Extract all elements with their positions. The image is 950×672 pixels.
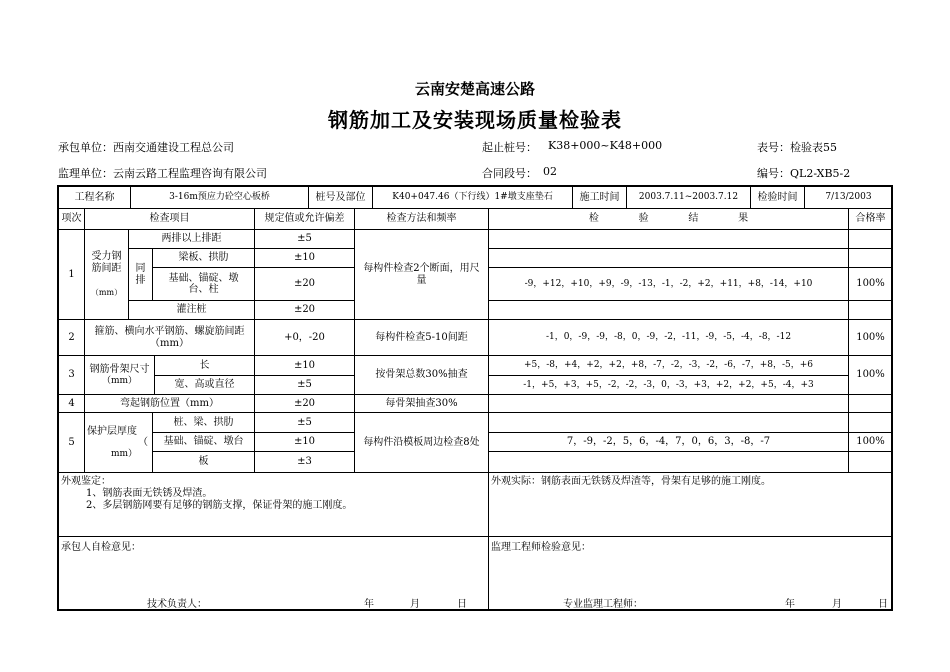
row1-result-blank-b: [488, 248, 848, 267]
construction-time-label: 施工时间: [572, 186, 626, 208]
row1-sub-a: 两排以上排距: [128, 229, 254, 248]
row5-rate-blank-a: [848, 412, 892, 432]
row5-result-blank-c: [488, 451, 848, 472]
contract-value: 02: [543, 165, 557, 178]
row5-result: 7，-9，-2，5，6，-4，7，0，6，3，-8，-7: [488, 432, 848, 451]
row5-group-label: 保护层厚度: [87, 425, 137, 437]
row2-rate: 100%: [848, 319, 892, 355]
row5-tol-c: ±3: [254, 451, 354, 472]
col-result: [488, 208, 848, 229]
col-tolerance: 规定值或允许偏差: [254, 208, 354, 229]
row3-group-label: 钢筋骨架尺寸: [89, 364, 150, 376]
appearance-requirement-2: 2、多层钢筋网要有足够的钢筋支撑，保证骨架的施工刚度。: [86, 500, 353, 511]
project-name-label: 工程名称: [58, 186, 130, 208]
divider-signature: [58, 536, 892, 537]
engineer-year: 年: [785, 599, 795, 610]
engineer-opinion-label: 监理工程师检验意见：: [491, 542, 591, 553]
row1-group-label: 受力钢筋间距: [91, 251, 122, 274]
col-result-char: 果: [738, 213, 749, 225]
row3-sub-a: 长: [154, 355, 254, 375]
row2-item: 箍筋、横向水平钢筋、螺旋筋间距（mm）: [84, 319, 254, 355]
row4-item: 弯起钢筋位置（mm）: [84, 394, 254, 412]
row3-tol-a: ±10: [254, 355, 354, 375]
row1-rate-blank-b: [848, 248, 892, 267]
row5-sub-a: 桩、梁、拱肋: [152, 412, 254, 432]
row3-result-a: +5，-8，+4，+2，+2，+8，-7，-2，-3，-2，-6，-7，+8，-5，+6: [488, 355, 848, 375]
station-value: K38+000~K48+000: [548, 139, 663, 152]
row3-tol-b: ±5: [254, 375, 354, 394]
row1-no: 1: [58, 229, 84, 319]
page-title: 钢筋加工及安装现场质量检验表: [328, 108, 622, 132]
inspection-time-label: 检验时间: [750, 186, 804, 208]
row5-rate: 100%: [848, 432, 892, 451]
form-number: 表号：检验表55: [757, 141, 837, 154]
col-item: 检查项目: [84, 208, 254, 229]
row1-method: 每构件检查2个断面，用尺量: [354, 229, 488, 319]
row3-result-b: -1，+5，+3，+5，-2，-2，-3，0，-3，+3，+2，+2，+5，-4，+3: [488, 375, 848, 394]
contractor-label: 承包单位：西南交通建设工程总公司: [58, 141, 234, 154]
row1-sub-c: 基础、锚碇、墩台、柱: [152, 267, 254, 300]
row1-sub-b: 梁板、拱肋: [152, 248, 254, 267]
row1-result-blank-d: [488, 300, 848, 319]
col-result-char: 结: [688, 213, 699, 225]
row1-result: -9，+12，+10，+9，-9，-13，-1，-2，+2，+11，+8，-14，+10: [488, 267, 848, 300]
location-value: K40+047.46（下行线）1#墩支座垫石: [372, 186, 572, 208]
col-no: 项次: [58, 208, 84, 229]
row4-method: 每骨架抽查30%: [354, 394, 488, 412]
contractor-day: 日: [457, 599, 467, 610]
row3-method: 按骨架总数30%抽查: [354, 355, 488, 394]
col-result-char: 检: [588, 213, 599, 225]
row5-tol-a: ±5: [254, 412, 354, 432]
row2-tolerance: +0，-20: [254, 319, 354, 355]
tech-lead-label: 技术负责人：: [147, 599, 207, 610]
row5-group-unit-a: （: [138, 437, 148, 449]
appearance-requirement-title: 外观鉴定：: [61, 476, 111, 487]
construction-time-value: 2003.7.11~2003.7.12: [626, 186, 750, 208]
row4-rate: [848, 394, 892, 412]
row4-result: [488, 394, 848, 412]
inspection-time-value: 7/13/2003: [804, 186, 892, 208]
row5-sub-c: 板: [152, 451, 254, 472]
row3-group: [84, 355, 154, 394]
row4-no: 4: [58, 394, 84, 412]
row3-no: 3: [58, 355, 84, 394]
row1-group-unit: （mm）: [90, 288, 123, 298]
appearance-actual: 外观实际：钢筋表面无铁锈及焊渣等，骨架有足够的施工刚度。: [491, 476, 771, 487]
col-method: 检查方法和频率: [354, 208, 488, 229]
row2-method: 每构件检查5-10间距: [354, 319, 488, 355]
engineer-month: 月: [832, 599, 842, 610]
row1-group: [84, 229, 128, 319]
appearance-requirement-1: 1、钢筋表面无铁锈及焊渣。: [86, 488, 213, 499]
row3-group-unit: （mm）: [101, 375, 138, 386]
station-label: 起止桩号：: [482, 141, 537, 154]
col-pass-rate: 合格率: [848, 208, 892, 229]
row1-sub-d: 灌注桩: [128, 300, 254, 319]
engineer-day: 日: [878, 599, 888, 610]
row1-rate: 100%: [848, 267, 892, 300]
location-label: 桩号及部位: [308, 186, 372, 208]
row3-rate: 100%: [848, 355, 892, 394]
project-name: 云南安楚高速公路: [414, 80, 535, 98]
row5-sub-b: 基础、锚碇、墩台: [152, 432, 254, 451]
col-result-char: 验: [638, 213, 649, 225]
row5-method: 每构件沿模板周边检查8处: [354, 412, 488, 472]
row3-sub-b: 宽、高或直径: [154, 375, 254, 394]
row5-group-unit-b: mm）: [111, 448, 138, 459]
row1-same-row: 同排: [128, 248, 152, 300]
row5-rate-blank-c: [848, 451, 892, 472]
row5-group: [84, 412, 152, 472]
contractor-opinion-label: 承包人自检意见：: [61, 542, 141, 553]
row1-result-blank-a: [488, 229, 848, 248]
supervisor-label: 监理单位：云南云路工程监理咨询有限公司: [58, 167, 267, 180]
project-name-value: 3-16m预应力砼空心板桥: [130, 186, 308, 208]
row1-tol-c: ±20: [254, 267, 354, 300]
row4-tolerance: ±20: [254, 394, 354, 412]
contract-label: 合同段号：: [482, 167, 537, 180]
specialist-label: 专业监理工程师：: [563, 599, 643, 610]
row2-no: 2: [58, 319, 84, 355]
row1-rate-blank-d: [848, 300, 892, 319]
row1-rate-blank-a: [848, 229, 892, 248]
serial-number: 编号：QL2-XB5-2: [757, 167, 851, 180]
row5-tol-b: ±10: [254, 432, 354, 451]
row1-tol-d: ±20: [254, 300, 354, 319]
row5-result-blank-a: [488, 412, 848, 432]
divider-appearance: [58, 472, 892, 473]
row1-tol-b: ±10: [254, 248, 354, 267]
divider-mid: [488, 472, 489, 610]
contractor-month: 月: [410, 599, 420, 610]
row5-no: 5: [58, 412, 84, 472]
contractor-year: 年: [364, 599, 374, 610]
row1-tol-a: ±5: [254, 229, 354, 248]
row2-result: -1，0，-9，-9，-8，0，-9，-2，-11，-9，-5，-4，-8，-12: [488, 319, 848, 355]
